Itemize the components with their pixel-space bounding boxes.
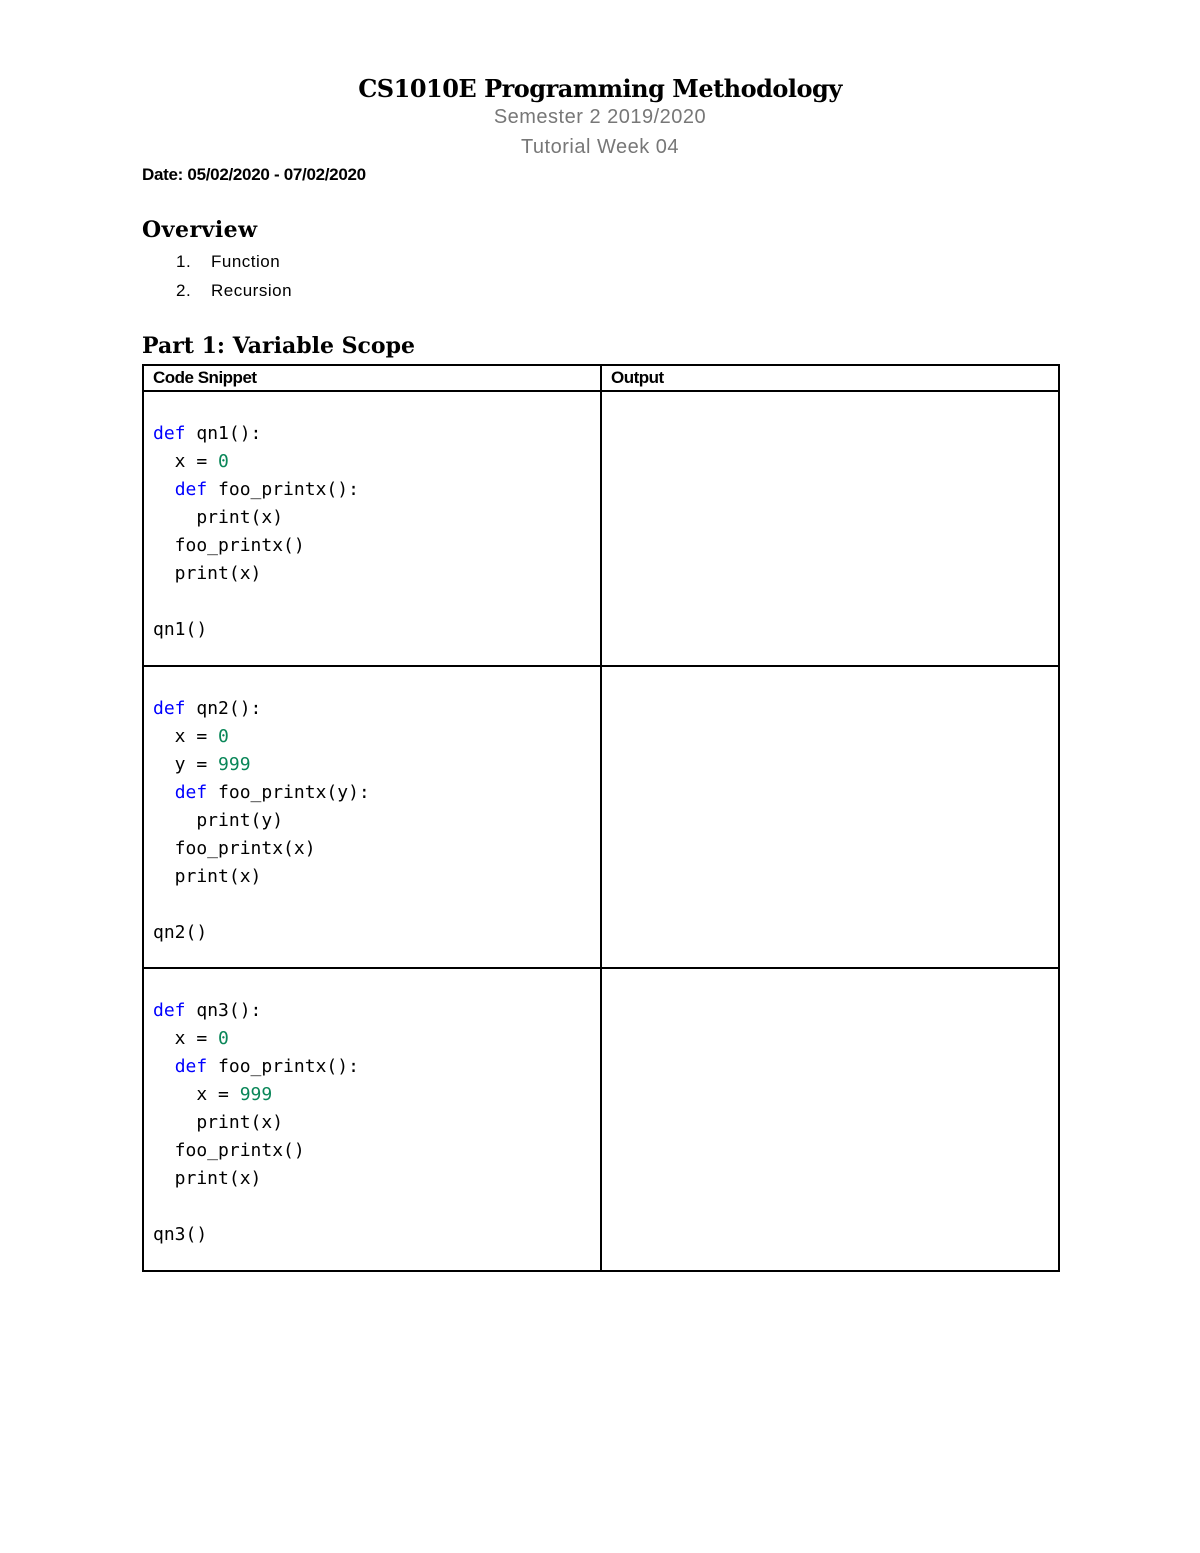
code-text: print(x) <box>153 1168 262 1189</box>
code-text: print(x) <box>153 563 262 584</box>
code-line <box>153 1221 600 1249</box>
code-keyword: def <box>174 1056 208 1077</box>
code-number: 0 <box>218 451 229 472</box>
code-line <box>153 532 600 560</box>
output-cell[interactable] <box>601 968 1059 1271</box>
code-line <box>153 919 600 947</box>
code-text: foo_printx() <box>153 1140 305 1161</box>
code-line <box>153 1109 600 1137</box>
code-line <box>153 504 600 532</box>
code-line <box>153 560 600 588</box>
code-text: qn3() <box>153 1224 208 1245</box>
code-keyword: def <box>153 698 186 719</box>
code-line <box>153 997 600 1025</box>
code-text <box>153 479 175 500</box>
code-line <box>153 1025 600 1053</box>
code-line <box>153 1165 600 1193</box>
code-number: 0 <box>218 1028 229 1049</box>
code-number: 999 <box>239 1084 273 1105</box>
code-text: foo_printx() <box>153 535 305 556</box>
code-keyword: def <box>153 1000 186 1021</box>
code-line <box>153 448 600 476</box>
date-line: Date: 05/02/2020 - 07/02/2020 <box>142 165 366 184</box>
code-text: foo_printx(): <box>207 479 359 500</box>
code-text <box>153 782 175 803</box>
code-keyword: def <box>174 479 208 500</box>
overview-item-text: Function <box>211 252 281 271</box>
code-line <box>153 723 600 751</box>
code-text: foo_printx(): <box>207 1056 359 1077</box>
table-row <box>143 968 1059 1271</box>
code-line <box>153 779 600 807</box>
code-line <box>153 891 600 919</box>
code-line <box>153 863 600 891</box>
code-line <box>153 1053 600 1081</box>
code-line <box>153 1193 600 1221</box>
code-line <box>153 1081 600 1109</box>
code-snippet-cell <box>143 666 601 968</box>
code-text: x = <box>153 1028 219 1049</box>
code-keyword: def <box>153 423 186 444</box>
overview-item-number: 1. <box>176 252 192 271</box>
code-line <box>153 751 600 779</box>
code-text: x = <box>153 451 219 472</box>
code-text: qn3(): <box>185 1000 262 1021</box>
table-row <box>143 391 1059 666</box>
code-text: foo_printx(y): <box>207 782 370 803</box>
code-line <box>153 835 600 863</box>
code-line <box>153 588 600 616</box>
code-text: x = <box>153 1084 240 1105</box>
output-header: Output <box>601 365 1059 391</box>
part1-heading: Part 1: Variable Scope <box>142 333 415 359</box>
code-text: qn1(): <box>185 423 262 444</box>
code-text: print(x) <box>153 1112 284 1133</box>
overview-heading: Overview <box>142 217 258 243</box>
code-text: print(y) <box>153 810 284 831</box>
code-keyword: def <box>174 782 208 803</box>
table-row <box>143 666 1059 968</box>
document-title: CS1010E Programming Methodology <box>358 74 842 103</box>
code-text: qn2() <box>153 922 208 943</box>
output-cell[interactable] <box>601 391 1059 666</box>
code-text: print(x) <box>153 866 262 887</box>
code-line <box>153 807 600 835</box>
code-snippet-header: Code Snippet <box>143 365 601 391</box>
code-number: 999 <box>218 754 251 775</box>
code-number: 0 <box>218 726 229 747</box>
code-line <box>153 1137 600 1165</box>
overview-item-text: Recursion <box>211 280 293 300</box>
code-text <box>153 1056 175 1077</box>
semester-subtitle: Semester 2 2019/2020 <box>493 106 707 128</box>
code-text: x = <box>153 726 219 747</box>
code-text: foo_printx(x) <box>153 838 316 859</box>
code-line <box>153 476 600 504</box>
code-text: y = <box>153 754 219 775</box>
output-cell[interactable] <box>601 666 1059 968</box>
code-line <box>153 695 600 723</box>
code-text: qn1() <box>153 619 208 640</box>
variable-scope-table <box>142 364 1060 1272</box>
code-text: print(x) <box>153 507 284 528</box>
code-line <box>153 616 600 644</box>
week-subtitle: Tutorial Week 04 <box>520 136 680 158</box>
table-header-row <box>143 365 1059 391</box>
overview-item-number: 2. <box>176 280 192 300</box>
code-line <box>153 420 600 448</box>
code-snippet-cell <box>143 391 601 666</box>
code-snippet-cell <box>143 968 601 1271</box>
code-text: qn2(): <box>185 698 262 719</box>
